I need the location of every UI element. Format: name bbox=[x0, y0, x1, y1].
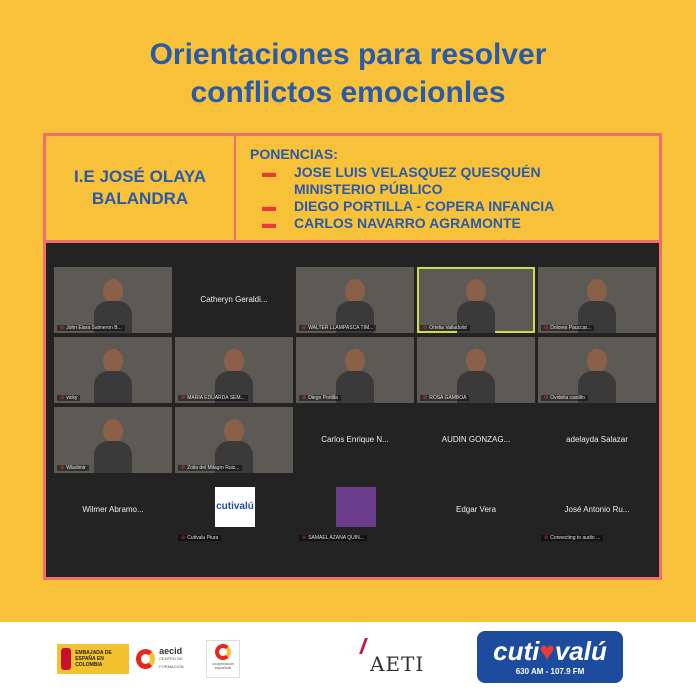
participant-name: José Antonio Ru... bbox=[564, 505, 630, 514]
participant-name: WALTER LLAMPASCA TIM... bbox=[308, 325, 374, 331]
embajada-text: EMBAJADA DE ESPAÑA EN COLOMBIA bbox=[75, 650, 112, 668]
cooperacion-logo bbox=[206, 640, 240, 678]
cutivalu-name-a: cuti bbox=[493, 636, 540, 666]
participant-name-tag bbox=[299, 325, 376, 331]
participant-tile[interactable] bbox=[296, 337, 414, 403]
meeting-screen bbox=[43, 243, 662, 580]
title-line-1: Orientaciones para resolver bbox=[149, 38, 547, 71]
muted-mic-icon: ⊘ bbox=[60, 465, 65, 471]
participant-tile[interactable] bbox=[54, 477, 172, 543]
ponencias-section bbox=[236, 136, 554, 240]
participant-name: adelayda Salazar bbox=[566, 435, 628, 444]
participant-tile[interactable] bbox=[538, 477, 656, 543]
dash-icon: ▬ bbox=[262, 198, 276, 214]
participant-name: Wladimir bbox=[66, 465, 86, 471]
cutivalu-frequency: 630 AM - 107.9 FM bbox=[515, 667, 585, 676]
participant-name-tag bbox=[57, 325, 125, 331]
speaker-item bbox=[262, 198, 554, 215]
participant-name: Dolores Pauccar... bbox=[550, 325, 592, 331]
spain-shield-icon bbox=[61, 648, 71, 670]
participant-tile[interactable] bbox=[175, 407, 293, 473]
muted-mic-icon: ⊘ bbox=[302, 325, 307, 331]
participant-name: Ortelia Valladolid bbox=[429, 325, 467, 331]
cooperacion-c-icon bbox=[215, 644, 231, 660]
participant-name: John Elara Salmeron B... bbox=[66, 325, 122, 331]
participant-tile[interactable] bbox=[296, 407, 414, 473]
participant-name-tag bbox=[541, 325, 594, 331]
participant-name-tag bbox=[541, 535, 603, 541]
participant-tile[interactable] bbox=[538, 337, 656, 403]
heart-icon: ♥ bbox=[539, 636, 555, 666]
aecid-logo bbox=[136, 644, 204, 674]
muted-mic-icon: ⊘ bbox=[60, 325, 65, 331]
muted-mic-icon: ⊘ bbox=[181, 465, 186, 471]
participant-name: Catheryn Geraldi... bbox=[200, 295, 268, 304]
muted-mic-icon: ⊘ bbox=[544, 395, 549, 401]
cutivalu-name-b: valú bbox=[554, 636, 607, 666]
cooperacion-text: cooperación española bbox=[212, 661, 234, 670]
participant-name: Diego Portilla bbox=[308, 395, 338, 401]
participant-name: Edgar Vera bbox=[455, 505, 497, 514]
participant-name: Connecting to audio ... bbox=[550, 535, 601, 541]
participant-grid bbox=[54, 267, 651, 543]
muted-mic-icon: ⊘ bbox=[181, 535, 186, 541]
participant-name: Wilmer Abramo... bbox=[82, 505, 144, 514]
participant-name-tag bbox=[420, 325, 470, 331]
info-box bbox=[43, 133, 662, 243]
participant-tile[interactable] bbox=[54, 337, 172, 403]
participant-name-tag bbox=[299, 395, 341, 401]
title-line-2: conflictos emocionles bbox=[190, 76, 506, 109]
embajada-logo bbox=[57, 644, 129, 674]
participant-tile[interactable] bbox=[175, 337, 293, 403]
profile-picture bbox=[336, 487, 376, 527]
muted-mic-icon: ⊘ bbox=[544, 325, 549, 331]
participant-tile[interactable] bbox=[538, 407, 656, 473]
participant-name: vicky bbox=[66, 395, 78, 401]
dash-icon: ▬ bbox=[262, 215, 276, 231]
participant-name: Zoila del Milagro Ruiz... bbox=[187, 465, 240, 471]
participant-tile[interactable] bbox=[417, 337, 535, 403]
participant-tile[interactable] bbox=[175, 477, 293, 543]
participant-name-tag bbox=[178, 465, 242, 471]
participant-name-tag bbox=[541, 395, 588, 401]
speaker-list bbox=[262, 164, 554, 232]
participant-tile[interactable] bbox=[417, 407, 535, 473]
participant-name: AUDIN GONZAG... bbox=[441, 435, 511, 444]
speaker-name: CARLOS NAVARRO AGRAMONTE bbox=[294, 215, 521, 231]
muted-mic-icon: ⊘ bbox=[181, 395, 186, 401]
participant-video bbox=[94, 349, 132, 403]
speaker-name: DIEGO PORTILLA - COPERA INFANCIA bbox=[294, 198, 555, 214]
muted-mic-icon: ⊘ bbox=[423, 395, 428, 401]
participant-name: ROSA GAMBOA bbox=[429, 395, 467, 401]
ponencias-label: PONENCIAS: bbox=[250, 146, 338, 162]
muted-mic-icon: ⊘ bbox=[423, 325, 428, 331]
aecid-c-icon bbox=[136, 649, 155, 669]
profile-picture: cutivalú bbox=[215, 487, 255, 527]
participant-tile[interactable] bbox=[417, 477, 535, 543]
dash-icon: ▬ bbox=[262, 164, 276, 180]
speaker-name: JOSE LUIS VELASQUEZ QUESQUÉN MINISTERIO PÚBLICO bbox=[294, 164, 541, 197]
participant-tile[interactable] bbox=[296, 267, 414, 333]
participant-name-tag bbox=[178, 395, 248, 401]
participant-video bbox=[94, 419, 132, 473]
participant-name: MARIA EDUARDA SEM... bbox=[187, 395, 245, 401]
participant-name: Cutivalu Piura bbox=[187, 535, 219, 541]
muted-mic-icon: ⊘ bbox=[302, 395, 307, 401]
participant-tile[interactable] bbox=[538, 267, 656, 333]
muted-mic-icon: ⊘ bbox=[544, 535, 549, 541]
speaker-item bbox=[262, 215, 554, 232]
participant-tile[interactable] bbox=[54, 267, 172, 333]
participant-name-tag bbox=[178, 535, 221, 541]
participant-tile[interactable] bbox=[54, 407, 172, 473]
participant-name: Carlos Enrique N... bbox=[321, 435, 389, 444]
cutivalu-logo bbox=[477, 631, 623, 683]
participant-name-tag bbox=[57, 465, 89, 471]
aeti-text: AETI bbox=[370, 652, 425, 676]
participant-name: SAMAEL AZAÑA QUIÑ... bbox=[308, 535, 364, 541]
aeti-logo bbox=[362, 638, 425, 678]
participant-tile[interactable] bbox=[417, 267, 535, 333]
page-title bbox=[0, 36, 696, 112]
participant-tile[interactable] bbox=[296, 477, 414, 543]
speaker-item bbox=[262, 164, 554, 198]
participant-name-tag bbox=[299, 535, 367, 541]
participant-tile[interactable] bbox=[175, 267, 293, 333]
participant-name-tag bbox=[57, 395, 80, 401]
participant-name: Ovidelia castillo bbox=[550, 395, 585, 401]
participant-video bbox=[336, 349, 374, 403]
muted-mic-icon: ⊘ bbox=[60, 395, 65, 401]
muted-mic-icon: ⊘ bbox=[302, 535, 307, 541]
aecid-text: aecid bbox=[159, 646, 183, 656]
participant-name-tag bbox=[420, 395, 469, 401]
aecid-subtext: CENTRO DE FORMACIÓN bbox=[159, 656, 184, 669]
school-name: I.E JOSÉ OLAYA BALANDRA bbox=[46, 136, 236, 240]
